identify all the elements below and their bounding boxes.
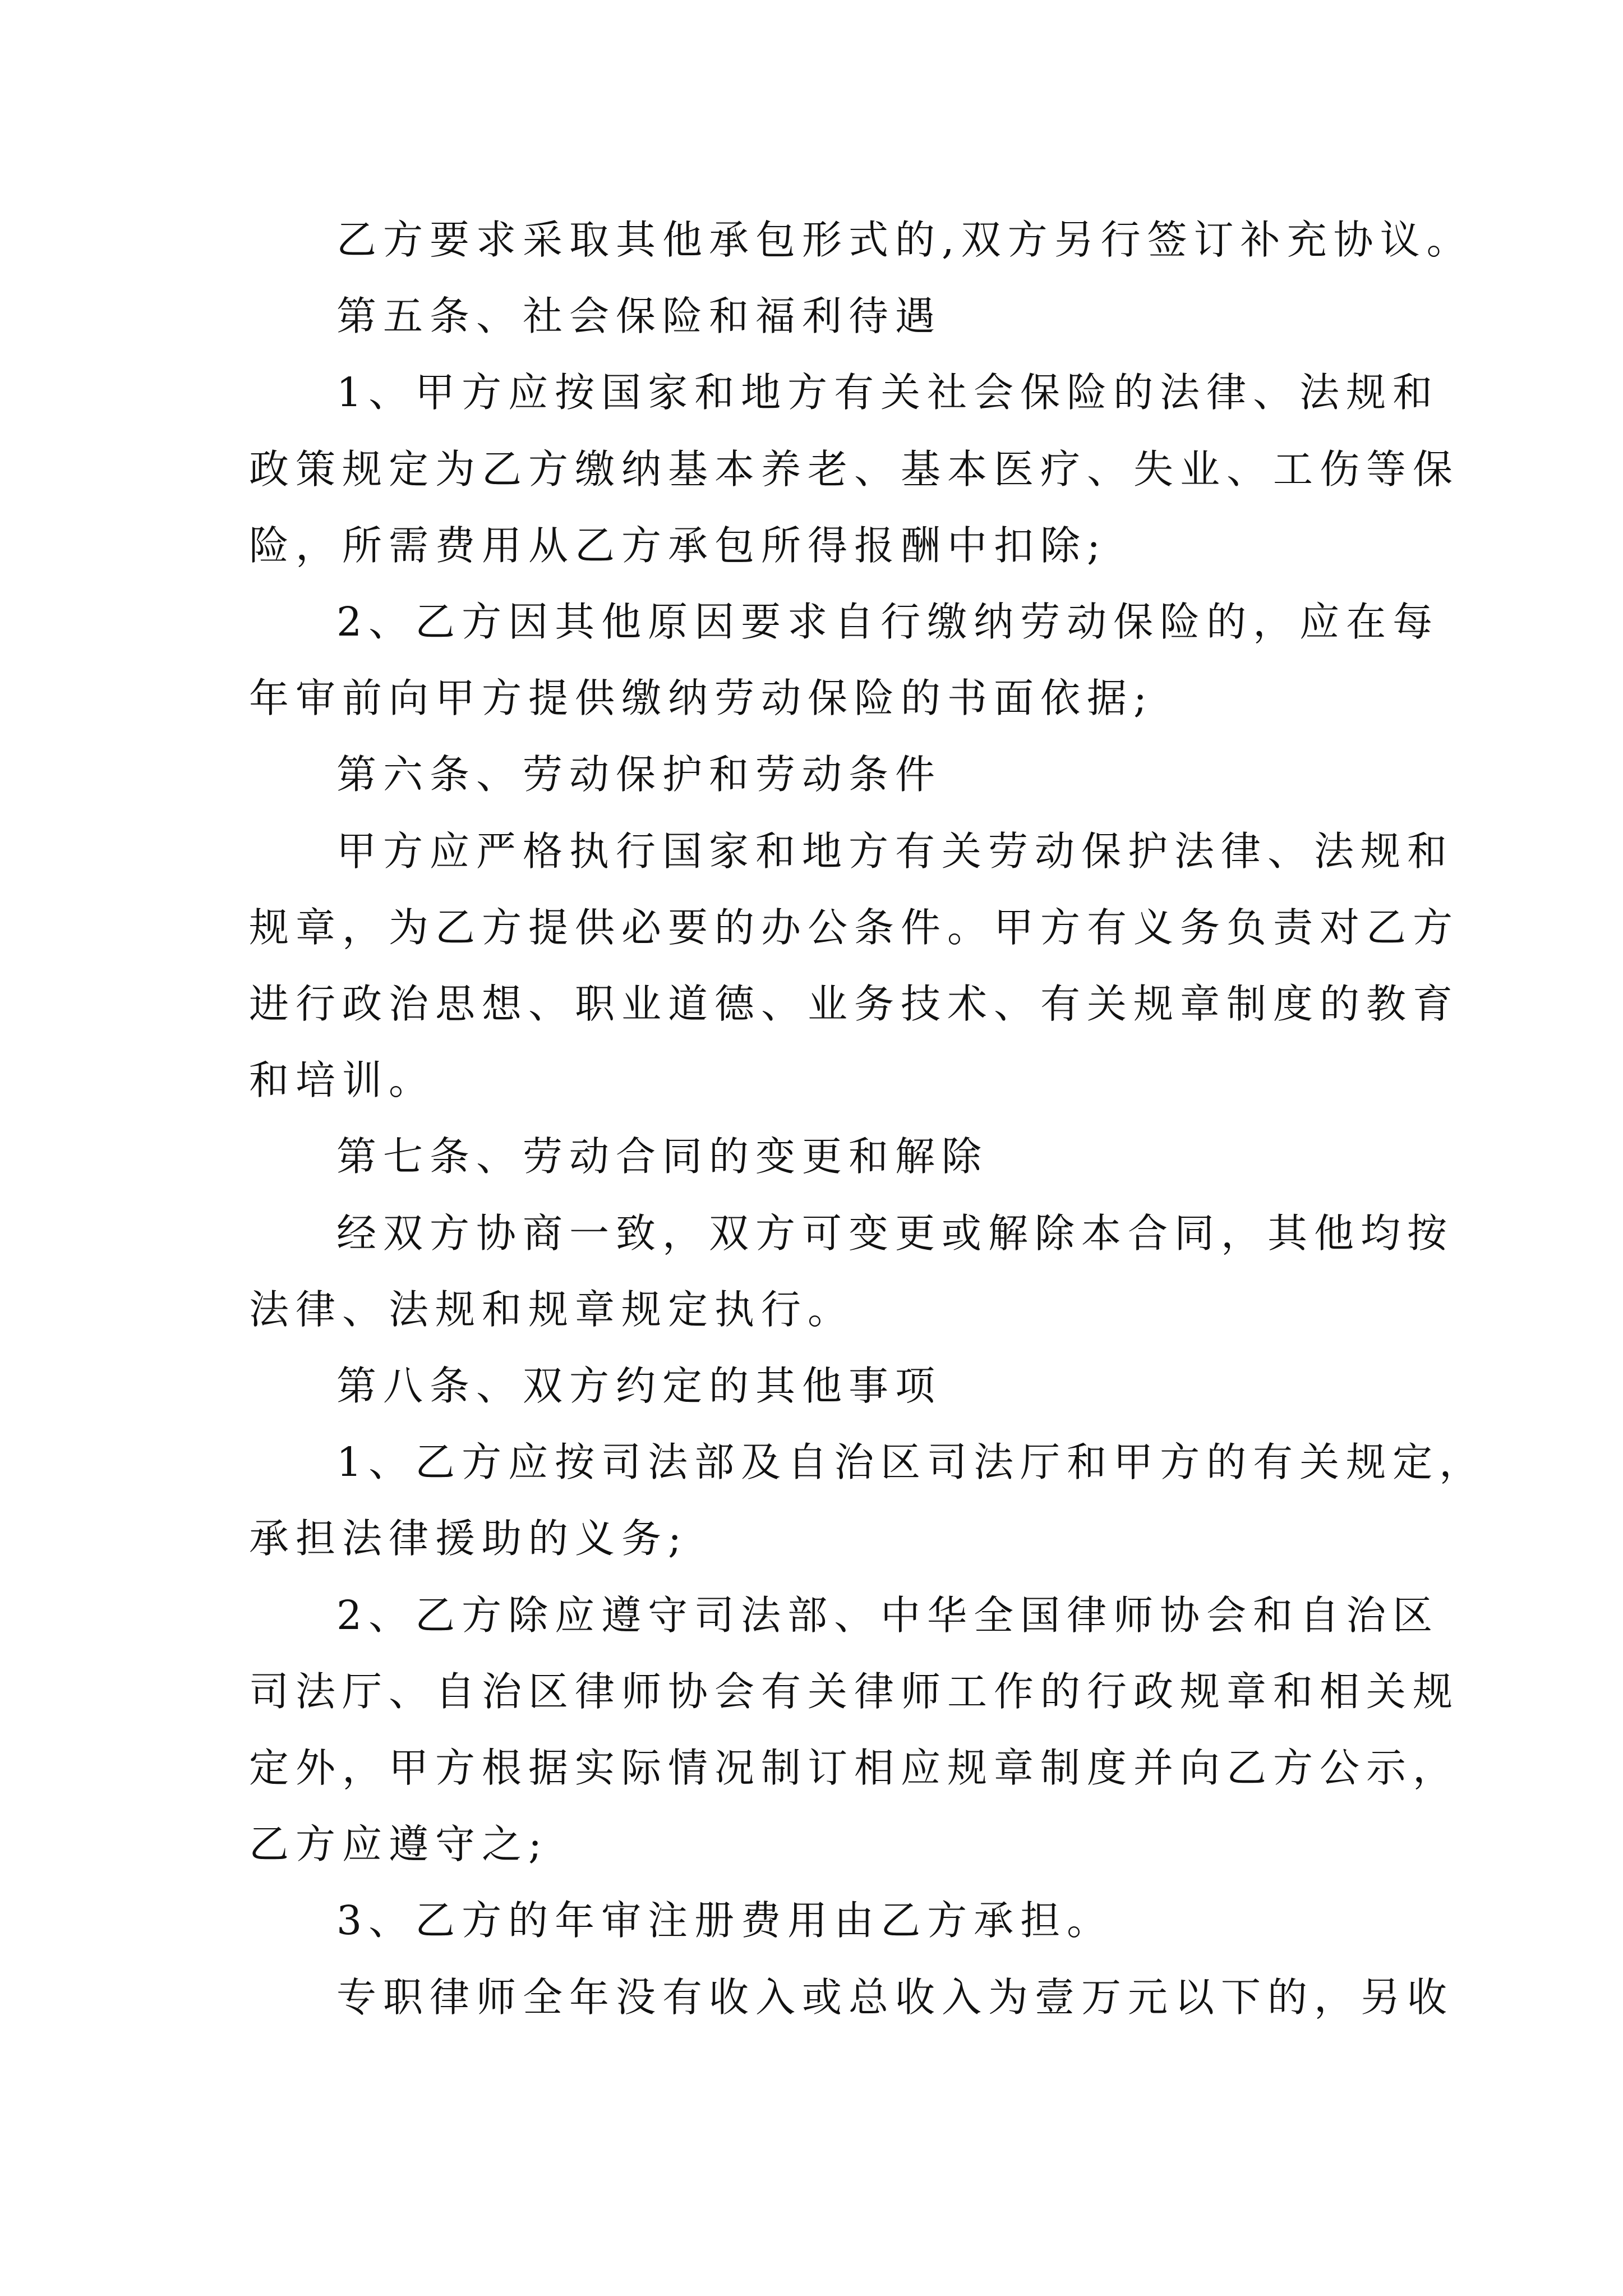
text-line: 和培训。 <box>249 1057 436 1103</box>
text-line: 2、乙方因其他原因要求自行缴纳劳动保险的，应在每 <box>336 599 1440 645</box>
text-line: 3、乙方的年审注册费用由乙方承担。 <box>336 1897 1114 1944</box>
text-line: 2、乙方除应遵守司法部、中华全国律师协会和自治区 <box>336 1592 1440 1639</box>
text-line: 法律、法规和规章规定执行。 <box>249 1286 855 1333</box>
text-line: 甲方应严格执行国家和地方有关劳动保护法律、法规和 <box>336 828 1454 875</box>
text-line: 年审前向甲方提供缴纳劳动保险的书面依据; <box>249 675 1154 721</box>
text-line: 专职律师全年没有收入或总收入为壹万元以下的，另收 <box>336 1974 1454 2021</box>
text-line: 政策规定为乙方缴纳基本养老、基本医疗、失业、工伤等保 <box>249 446 1460 493</box>
text-line: 乙方要求采取其他承包形式的,双方另行签订补充协议。 <box>336 217 1473 263</box>
text-line: 乙方应遵守之; <box>249 1821 548 1867</box>
text-line: 进行政治思想、职业道德、业务技术、有关规章制度的教育 <box>249 981 1460 1027</box>
text-line: 规章，为乙方提供必要的办公条件。甲方有义务负责对乙方 <box>249 904 1460 951</box>
section-heading-8: 第八条、双方约定的其他事项 <box>336 1363 942 1409</box>
section-heading-7: 第七条、劳动合同的变更和解除 <box>336 1133 989 1180</box>
text-line: 1、乙方应按司法部及自治区司法厅和甲方的有关规定， <box>336 1439 1486 1485</box>
section-heading-5: 第五条、社会保险和福利待遇 <box>336 293 942 339</box>
text-line: 险，所需费用从乙方承包所得报酬中扣除; <box>249 522 1107 569</box>
text-line: 司法厅、自治区律师协会有关律师工作的行政规章和相关规 <box>249 1668 1460 1715</box>
text-line: 定外，甲方根据实际情况制订相应规章制度并向乙方公示， <box>249 1745 1460 1791</box>
section-heading-6: 第六条、劳动保护和劳动条件 <box>336 751 942 798</box>
text-line: 承担法律援助的义务; <box>249 1515 688 1562</box>
text-line: 1、甲方应按国家和地方有关社会保险的法律、法规和 <box>336 369 1440 416</box>
text-line: 经双方协商一致，双方可变更或解除本合同，其他均按 <box>336 1210 1454 1257</box>
